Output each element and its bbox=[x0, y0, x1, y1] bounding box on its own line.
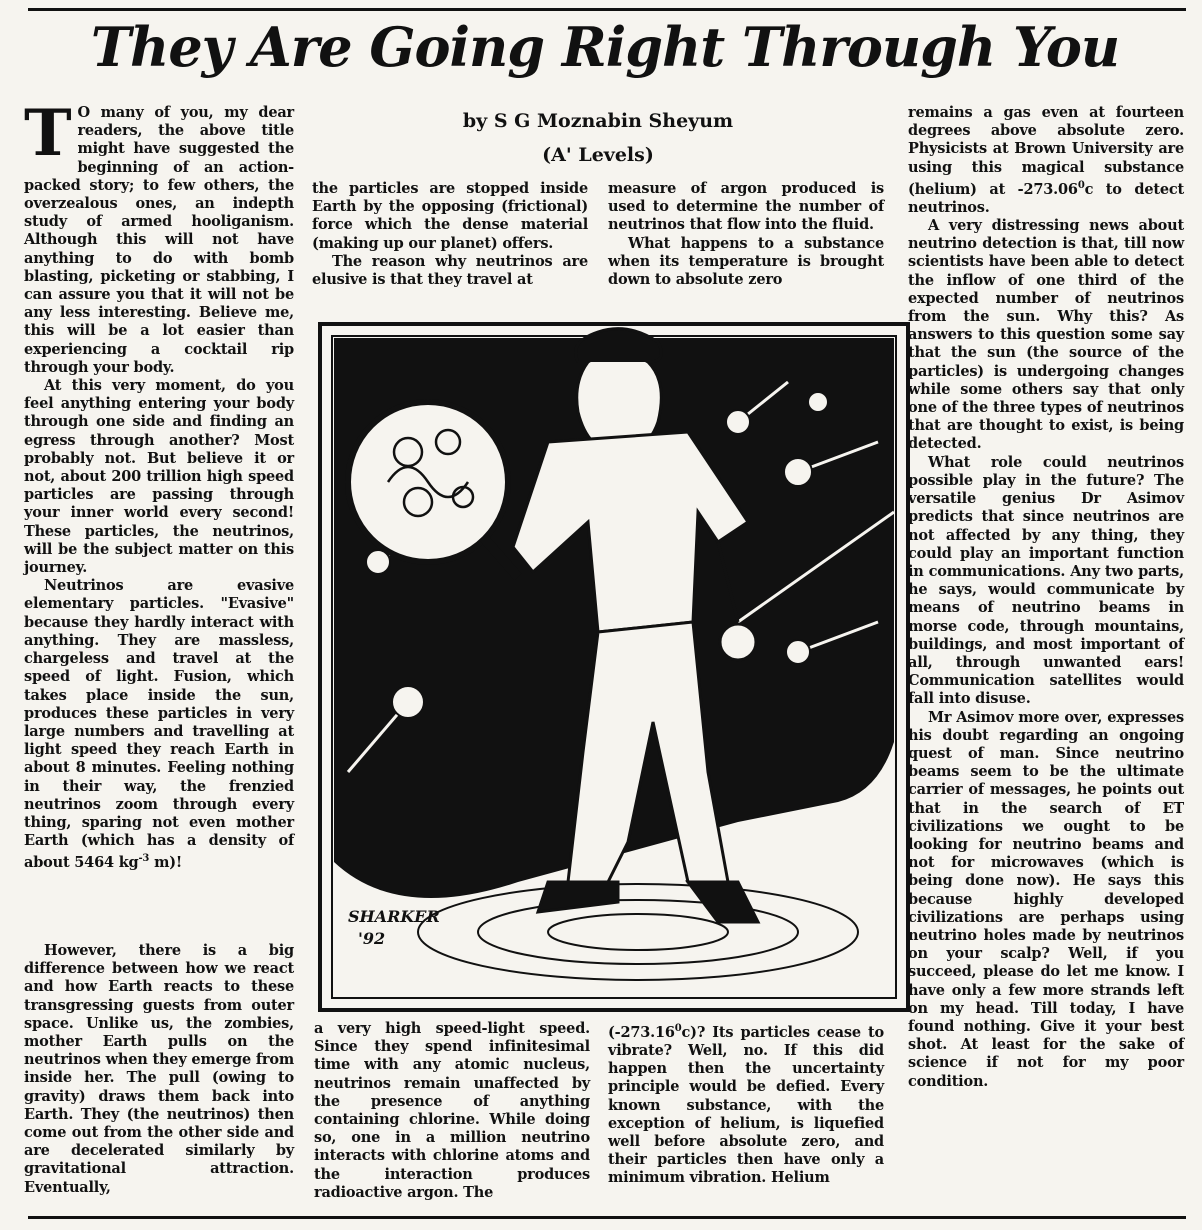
bottom-rule bbox=[28, 1216, 1186, 1219]
col1-paragraph-1: T O many of you, my dear readers, the above title might have suggested the beginning of an action-packed story; to few others, the overzealous ones, an indepth study of armed hooliganism. Although this will not have anything to do with bomb blasting, picketing or stabbing, I can assure you that it will not be any less interesting. Believe me, this will be a lot easier than experiencing a cocktail rip through your body. bbox=[24, 96, 294, 376]
drop-cap: T bbox=[24, 96, 72, 171]
col2-paragraph-2: The reason why neutrinos are elusive is that they travel at bbox=[312, 252, 588, 289]
col2-paragraph-1: the particles are stopped inside Earth by the opposing (frictional) force which the dense material (making up our planet) offers. bbox=[312, 180, 588, 252]
top-rule bbox=[28, 8, 1186, 11]
headline: They Are Going Right Through You bbox=[90, 15, 1120, 79]
byline bbox=[312, 104, 884, 172]
column-1-lower bbox=[24, 942, 294, 1197]
col2-paragraph-3: a very high speed-light speed. Since they spend infinitesimal time with any atomic nucleus, neutrinos remain unaffected by the presence of anything containing chlorine. While doing so, one in a million neutrino interacts with chlorine atoms and the interaction produces radioactive argon. The bbox=[314, 1020, 590, 1201]
signature-year: '92 bbox=[358, 929, 386, 948]
column-2-top bbox=[312, 180, 588, 289]
signature-name: SHARKER bbox=[348, 907, 440, 926]
col3-paragraph-3: (-273.16$^0$c)? Its particles cease to vibrate? Well, no. If this did happen then the uncertainty principle would be defied. Every known substance, with the exception of helium, is liquefied well before absolute zero, and their particles then have only a minimum vibration. Helium bbox=[608, 1023, 884, 1187]
col4-paragraph-4: Mr Asimov more over, expresses his doubt regarding an ongoing quest of man. Since neutrino beams seem to be the ultimate carrier of messages, he points out that in the search of ET civilizations we ought to be looking for neutrino beams and not for microwaves (which is being done now). He says this because highly developed civilizations are perhaps using neutrino holes made by neutrinos on your scalp? Well, if you succeed, please do let me know. I have only a few more strands left on my head. Till today, I have found nothing. Give it your best shot. At least for the sake of science if not for my poor condition. bbox=[908, 708, 1184, 1090]
col4-paragraph-3: What role could neutrinos possible play in the future? The versatile genius Dr Asimov predicts that since neutrinos are not affected by any thing, they could play an important function in communications. Any two parts, he says, would communicate by means of neutrino beams in morse code, through mountains, buildings, and most important of all, through unwanted ears! Communication satellites would fall into disuse. bbox=[908, 453, 1184, 708]
byline-level: (A' Levels) bbox=[542, 144, 654, 166]
col3-paragraph-2: What happens to a substance when its temperature is brought down to absolute zero bbox=[608, 234, 884, 289]
cartoon-illustration bbox=[318, 322, 910, 1012]
col1-paragraph-2: At this very moment, do you feel anything entering your body through one side and finding an egress through another? Most probably not. But believe it or not, about 200 trillion high speed particles are passing through your inner world every second! These particles, the neutrinos, will be the subject matter on this journey. bbox=[24, 377, 294, 577]
column-2-bottom bbox=[314, 1020, 590, 1202]
column-1 bbox=[24, 96, 294, 872]
right-hand bbox=[720, 624, 756, 660]
byline-author: by S G Moznabin Sheyum bbox=[462, 110, 734, 132]
col4-paragraph-1: remains a gas even at fourteen degrees above absolute zero. Physicists at Brown University are using this magical substance (helium) at -273.06$^0$c to detect neutrinos. bbox=[908, 104, 1184, 216]
col1-paragraph-4: However, there is a big difference between how we react and how Earth reacts to these transgressing guests from outer space. Unlike us, the zombies, mother Earth pulls on the neutrinos when they emerge from inside her. The pull (owing to gravity) draws them back into Earth. They (the neutrinos) then come out from the other side and are decelerated similarly by gravitational attraction. Eventually, bbox=[24, 942, 294, 1196]
col4-paragraph-2: A very distressing news about neutrino detection is that, till now scientists have been able to detect the inflow of one third of the expected number of neutrinos from the sun. Why this? As answers to this question some say that the sun (the source of the particles) is undergoing changes while some others say that only one of the three types of neutrinos that are thought to exist, is being detected. bbox=[908, 217, 1184, 453]
column-3-bottom bbox=[608, 1020, 884, 1188]
col3-paragraph-1: measure of argon produced is used to determine the number of neutrinos that flow into the fluid. bbox=[608, 180, 884, 234]
col1-paragraph-3: Neutrinos are evasive elementary particles. "Evasive" because they hardly interact with anything. They are massless, chargeless and travel at the speed of light. Fusion, which takes place inside the sun, produces these particles in very large numbers and travelling at light speed they reach Earth in about 8 minutes. Feeling nothing in their way, the frenzied neutrinos zoom through every thing, sparing not even mother Earth (which has a density of about 5464 $kg^{-3}$ m)! bbox=[24, 577, 294, 872]
column-4 bbox=[908, 104, 1184, 1091]
column-3-top bbox=[608, 180, 884, 289]
